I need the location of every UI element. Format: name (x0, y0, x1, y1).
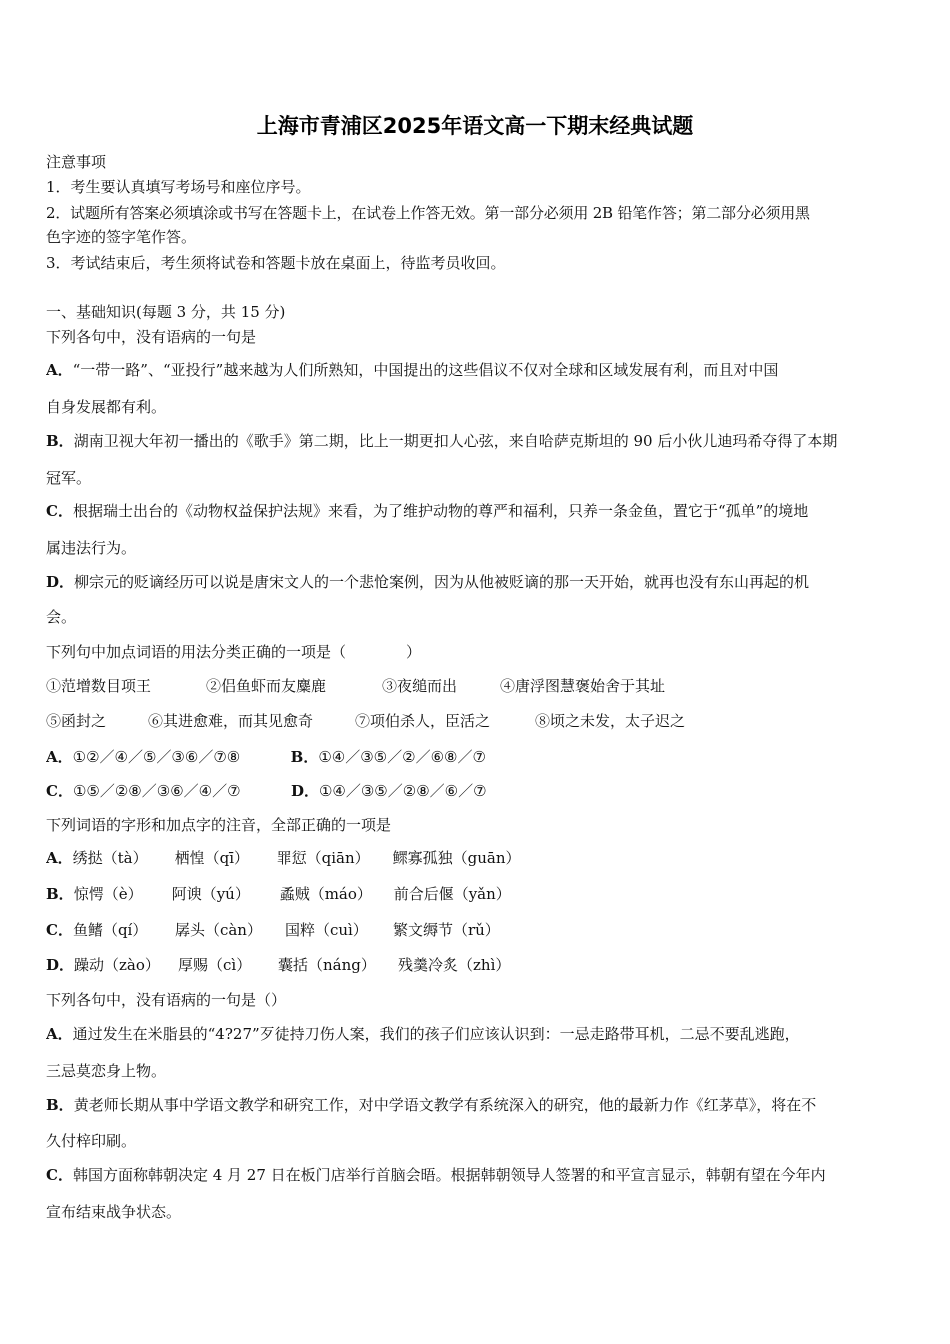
word-item: 囊括（náng） (278, 956, 376, 974)
notice-item-2-line-2: 色字迹的签字笔作答。 (46, 228, 197, 246)
question-1-option-b-cont: 冠军。 (46, 469, 92, 487)
option-label: C． (46, 502, 73, 520)
option-label: B． (46, 432, 74, 450)
notice-item-2-line-1: 2．试题所有答案必须填涂或书写在答题卡上，在试卷上作答无效。第一部分必须用 2B 铅笔作答；第二部分必须用黑 (46, 204, 810, 222)
word-item: 惊愕（è） (73, 885, 143, 903)
sentence-item: ①范增数目项王 (46, 677, 152, 695)
option-text: ①②／④／⑤／③⑥／⑦⑧ (72, 748, 241, 766)
sentence-item: ④唐浮图慧褒始舍于其址 (500, 677, 666, 695)
question-4-option-a (46, 1024, 908, 1044)
question-4-option-b (46, 1095, 908, 1115)
option-label: B． (46, 1096, 74, 1114)
option-label: D． (290, 782, 319, 800)
option-label: B． (46, 885, 74, 903)
question-4-option-b-cont: 久付梓印刷。 (46, 1132, 137, 1150)
option-text: ①⑤／②⑧／③⑥／④／⑦ (72, 782, 241, 800)
question-4-option-a-cont: 三忌莫恋身上物。 (46, 1062, 167, 1080)
option-text: ①④／③⑤／②⑧／⑥／⑦ (318, 782, 487, 800)
section-heading: 一、基础知识(每题 3 分，共 15 分) (46, 303, 286, 321)
word-item: 厚赐（cì） (178, 956, 252, 974)
option-text: “一带一路”、“亚投行”越来越为人们所熟知，中国提出的这些倡议不仅对全球和区域发展有利，而且对中国 (72, 361, 779, 379)
option-text: 湖南卫视大年初一播出的《歌手》第二期，比上一期更扣人心弦，来自哈萨克斯坦的 90 后小伙儿迪玛希夺得了本期 (73, 432, 838, 450)
option-text: 韩国方面称韩朝决定 4 月 27 日在板门店举行首脑会晤。根据韩朝领导人签署的和平宣言显示，韩朝有望在今年内 (72, 1166, 826, 1184)
question-1-option-a (46, 360, 908, 380)
option-text: 黄老师长期从事中学语文教学和研究工作，对中学语文教学有系统深入的研究，他的最新力作《红茅草》，将在不 (73, 1096, 817, 1114)
question-2-row-1 (46, 676, 908, 696)
question-2-options-cd (46, 781, 908, 801)
option-text: 根据瑞士出台的《动物权益保护法规》来看，为了维护动物的尊严和福利，只养一条金鱼，置它于“孤单”的境地 (72, 502, 809, 520)
option-text: 通过发生在米脂县的“4?27”歹徒持刀伤人案，我们的孩子们应该认识到：一忌走路带耳机，二忌不要乱逃跑， (72, 1025, 800, 1043)
word-item: 阿谀（yú） (171, 885, 250, 903)
option-label: D． (46, 956, 75, 974)
word-item: 蟊贼（máo） (279, 885, 372, 903)
question-1-option-a-cont: 自身发展都有利。 (46, 398, 167, 416)
sentence-item: ③夜缒而出 (382, 677, 458, 695)
option-label: A． (46, 849, 73, 867)
question-1-stem: 下列各句中，没有语病的一句是 (46, 328, 257, 346)
notice-item-3: 3．考试结束后，考生须将试卷和答题卡放在桌面上，待监考员收回。 (46, 254, 506, 272)
question-3-stem: 下列词语的字形和加点字的注音，全部正确的一项是 (46, 816, 392, 834)
word-item: 躁动（zào） (74, 956, 160, 974)
option-label: C． (46, 921, 73, 939)
question-3-option-b (46, 884, 908, 904)
question-3-option-a (46, 848, 908, 868)
question-4-option-c-cont: 宣布结束战争状态。 (46, 1203, 182, 1221)
word-item: 绣挞（tà） (72, 849, 148, 867)
question-1-option-c-cont: 属违法行为。 (46, 539, 137, 557)
sentence-item: ⑧顷之未发，太子迟之 (535, 712, 686, 730)
option-label: A． (46, 1025, 73, 1043)
word-item: 前合后偃（yǎn） (393, 885, 511, 903)
question-1-option-b (46, 431, 908, 451)
notice-item-1: 1．考生要认真填写考场号和座位序号。 (46, 178, 311, 196)
notice-heading: 注意事项 (46, 153, 107, 171)
word-item: 栖惶（qī） (174, 849, 250, 867)
word-item: 国粹（cuì） (284, 921, 368, 939)
question-2-row-2 (46, 711, 908, 731)
option-text: 柳宗元的贬谪经历可以说是唐宋文人的一个悲怆案例，因为从他被贬谪的那一天开始，就再也没有东山再起的机 (74, 573, 810, 591)
word-item: 鱼鳍（qí） (72, 921, 148, 939)
option-label: A． (46, 361, 73, 379)
word-item: 鳏寡孤独（guān） (392, 849, 521, 867)
option-label: A． (46, 748, 73, 766)
sentence-item: ⑦项伯杀人，臣活之 (355, 712, 491, 730)
question-3-option-c (46, 920, 908, 940)
question-2-options-ab (46, 747, 908, 767)
question-1-option-c (46, 501, 908, 521)
word-item: 罪愆（qiān） (276, 849, 370, 867)
question-2-stem: 下列句中加点词语的用法分类正确的一项是（ ） (46, 643, 422, 661)
question-4-stem: 下列各句中，没有语病的一句是（） (46, 991, 287, 1009)
question-1-option-d-cont: 会。 (46, 608, 77, 626)
word-item: 孱头（càn） (174, 921, 262, 939)
sentence-item: ⑥其进愈难，而其见愈奇 (148, 712, 314, 730)
option-label: C． (46, 782, 73, 800)
word-item: 繁文缛节（rǔ） (392, 921, 500, 939)
sentence-item: ②侣鱼虾而友麋鹿 (206, 677, 327, 695)
option-label: B． (290, 748, 319, 766)
question-3-option-d (46, 955, 908, 975)
sentence-item: ⑤函封之 (46, 712, 107, 730)
question-4-option-c (46, 1165, 908, 1185)
option-label: C． (46, 1166, 73, 1184)
option-text: ①④／③⑤／②／⑥⑧／⑦ (318, 748, 486, 766)
word-item: 残羹冷炙（zhì） (398, 956, 511, 974)
question-1-option-d (46, 572, 908, 592)
option-label: D． (46, 573, 75, 591)
page-title: 上海市青浦区2025年语文高一下期末经典试题 (256, 114, 694, 138)
